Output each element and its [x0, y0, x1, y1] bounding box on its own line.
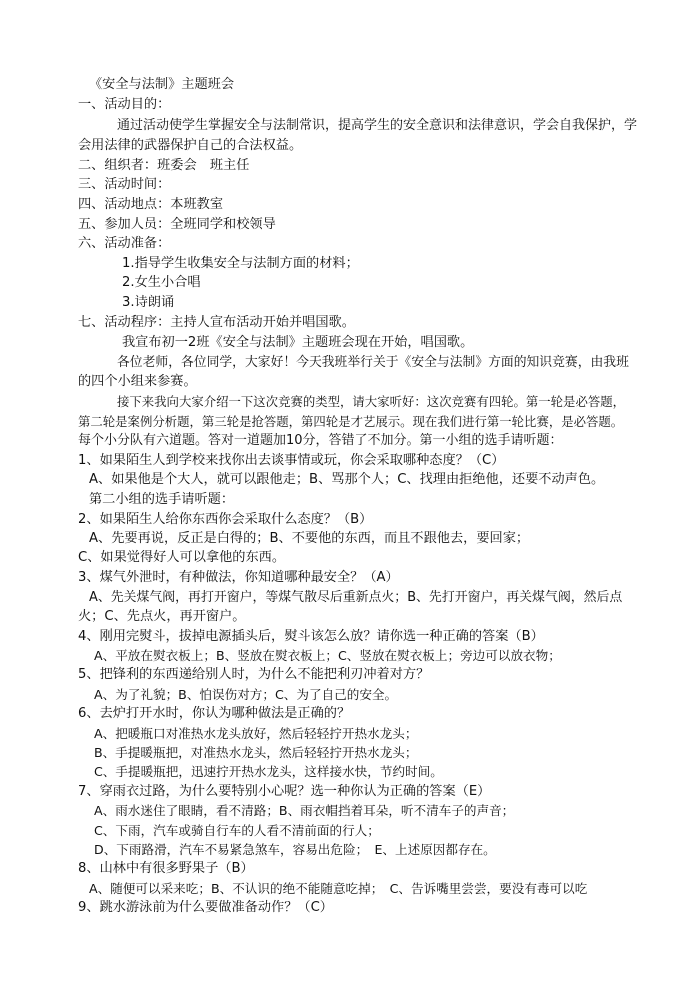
question-text: 9、跳水游泳前为什么要做准备动作？（C） [78, 900, 333, 915]
section-heading: 三、活动时间： [78, 177, 171, 192]
answer-options: B、手提暖瓶把，对准热水龙头，然后轻轻拧开热水龙头； [94, 745, 418, 760]
paragraph-line: 我宣布初一2班《安全与法制》主题班会现在开始，唱国歌。 [122, 335, 474, 350]
question-text: 4、刚用完熨斗，拔掉电源插头后，熨斗该怎么放？请你选一种正确的答案（B） [78, 629, 544, 644]
answer-options: A、先要再说，反正是白得的；B、不要他的东西，而且不跟他去，要回家； [89, 531, 530, 546]
paragraph-line: 第二轮是案例分析题，第三轮是抢答题，第四轮是才艺展示。现在我们进行第一轮比赛，是必答题。 [78, 414, 624, 429]
answer-options: C、下雨，汽车或骑自行车的人看不清前面的行人； [94, 823, 380, 838]
paragraph-line: 第二小组的选手请听题： [89, 492, 235, 507]
answer-options: C、手提暖瓶把，迅速拧开热水龙头，这样接水快，节约时间。 [94, 764, 443, 779]
section-heading: 五、参加人员：全班同学和校领导 [78, 217, 276, 232]
section-heading: 二、组织者：班委会 班主任 [78, 158, 250, 173]
paragraph-line: 通过活动使学生掌握安全与法制常识，提高学生的安全意识和法律意识，学会自我保护，学 [117, 118, 638, 133]
question-text: 3、煤气外泄时，有种做法，你知道哪种最安全？（A） [78, 570, 399, 585]
answer-options: A、如果他是个大人，就可以跟他走；B、骂那个人；C、找理由拒绝他，还要不动声色。 [89, 472, 605, 487]
list-item: 2.女生小合唱 [122, 275, 201, 290]
answer-options: 火；C、先点火，再开窗户。 [78, 609, 246, 624]
paragraph-line: 各位老师，各位同学，大家好！今天我班举行关于《安全与法制》方面的知识竞赛，由我班 [117, 355, 629, 370]
section-heading: 四、活动地点：本班教室 [78, 197, 224, 212]
paragraph-line: 的四个小组来参赛。 [78, 374, 197, 389]
question-text: 8、山林中有很多野果子（B） [78, 861, 254, 876]
answer-options: D、下雨路滑，汽车不易紧急煞车，容易出危险； E、上述原因都存在。 [94, 842, 496, 857]
question-text: 6、去炉打开水时，你认为哪种做法是正确的？ [78, 706, 351, 721]
section-heading: 六、活动准备： [78, 236, 171, 251]
section-heading: 七、活动程序：主持人宣布活动开始并唱国歌。 [78, 315, 355, 330]
question-text: 1、如果陌生人到学校来找你出去谈事情或玩，你会采取哪种态度？（C） [78, 453, 505, 468]
list-item: 3.诗朗诵 [122, 295, 175, 310]
answer-options: A、把暖瓶口对准热水龙头放好，然后轻轻拧开热水龙头； [94, 726, 418, 741]
paragraph-line: 每个小分队有六道题。答对一道题加10分，答错了不加分。第一小组的选手请听题： [78, 433, 563, 448]
question-text: 2、如果陌生人给你东西你会采取什么态度？（B） [78, 512, 373, 527]
answer-options: A、先关煤气阀，再打开窗户，等煤气散尽后重新点火；B、先打开窗户，再关煤气阀，然后点 [89, 590, 623, 605]
document-title: 《安全与法制》主题班会 [89, 77, 235, 92]
section-heading: 一、活动目的： [78, 97, 171, 112]
paragraph-line: 接下来我向大家介绍一下这次竞赛的类型，请大家听好：这次竞赛有四轮。第一轮是必答题， [117, 394, 626, 409]
answer-options: C、如果觉得好人可以拿他的东西。 [78, 550, 286, 565]
answer-options: A、随便可以采来吃；B、不认识的绝不能随意吃掉； C、告诉嘴里尝尝，要没有毒可以吃 [89, 881, 588, 896]
list-item: 1.指导学生收集安全与法制方面的材料； [122, 256, 359, 271]
paragraph-line: 会用法律的武器保护自己的合法权益。 [78, 138, 303, 153]
answer-options: A、雨水迷住了眼睛，看不清路；B、雨衣帽挡着耳朵，听不清车子的声音； [94, 803, 515, 818]
answer-options: A、为了礼貌；B、怕误伤对方；C、为了自己的安全。 [94, 687, 398, 702]
question-text: 5、把锋利的东西递给别人时，为什么不能把利刃冲着对方？ [78, 667, 430, 682]
question-text: 7、穿雨衣过路，为什么要特别小心呢？选一种你认为正确的答案（E） [78, 784, 491, 799]
answer-options: A、平放在熨衣板上；B、竖放在熨衣板上；C、竖放在熨衣板上；旁边可以放衣物； [94, 648, 561, 663]
